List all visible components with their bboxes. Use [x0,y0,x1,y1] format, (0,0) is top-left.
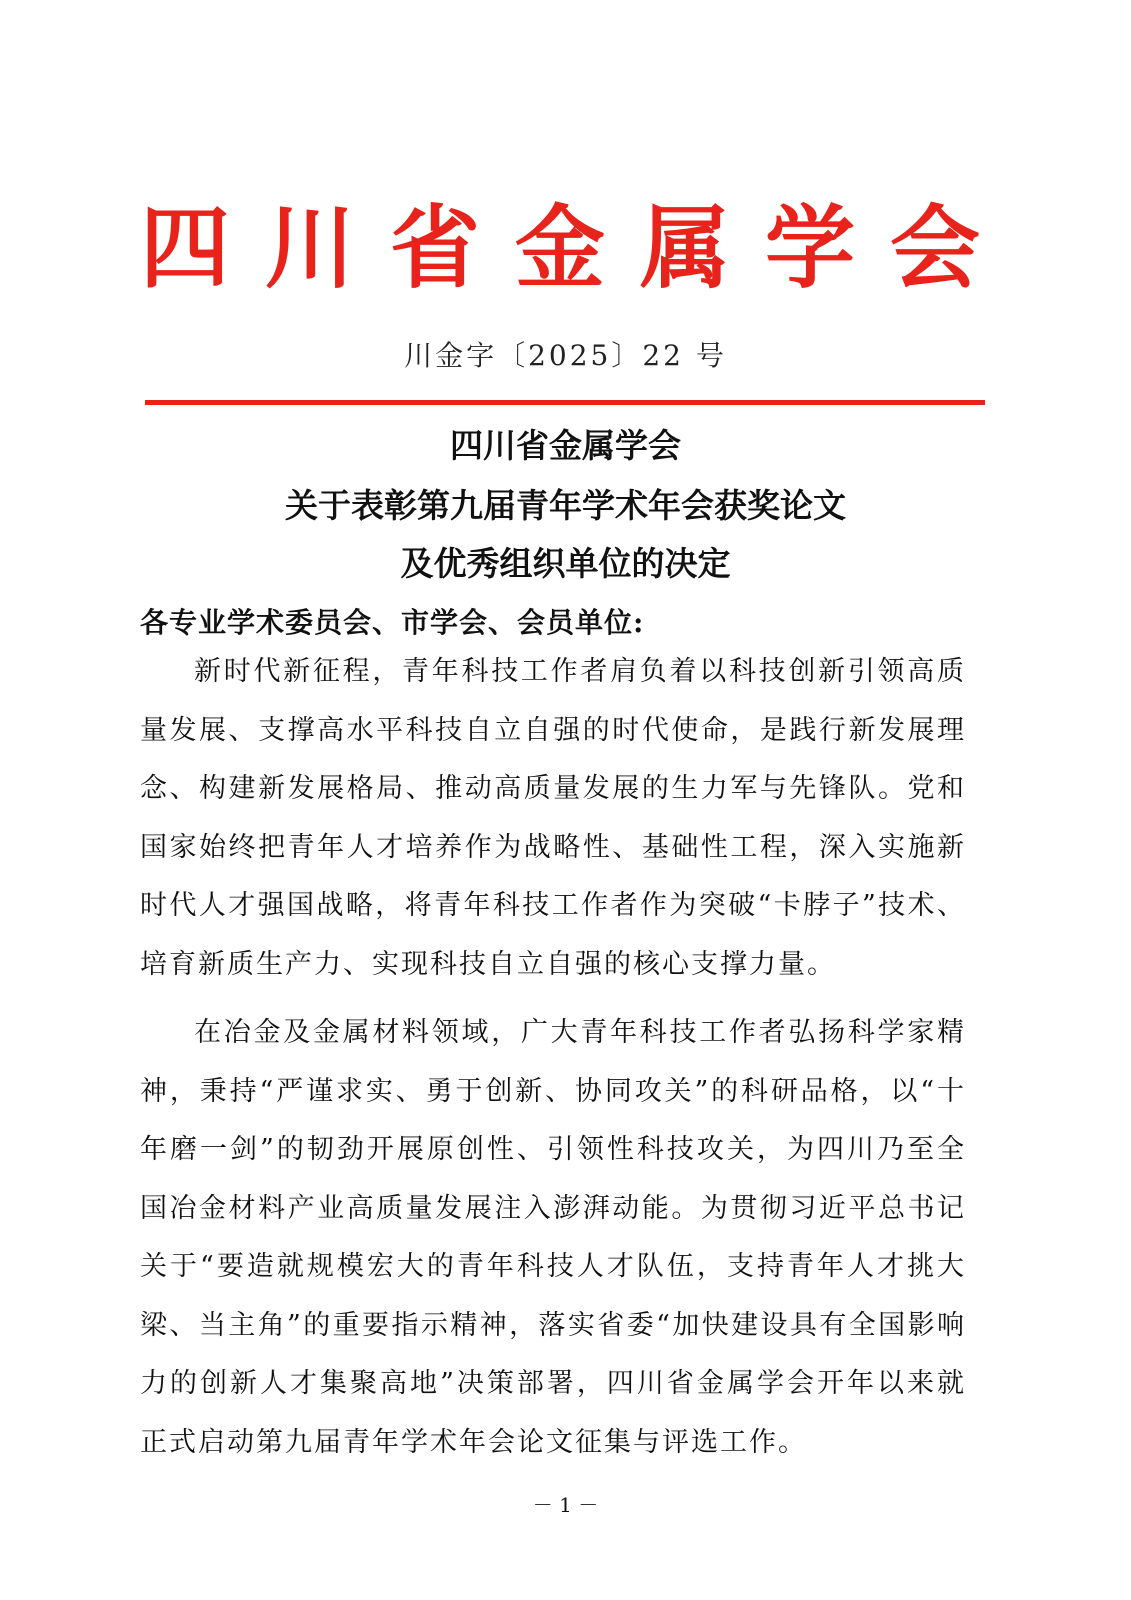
masthead-char: 属 [640,195,730,301]
red-separator-line [145,400,985,405]
masthead-char: 四 [140,195,230,301]
title-line-3: 及优秀组织单位的决定 [400,544,731,583]
document-number: 川金字〔2025〕22 号 [404,339,727,372]
salutation: 各专业学术委员会、市学会、会员单位: [140,606,645,639]
title-line-2: 关于表彰第九届青年学术年会获奖论文 [285,486,846,525]
masthead-char: 省 [390,195,480,301]
masthead-char: 会 [890,195,980,301]
masthead-char: 川 [265,195,355,301]
masthead-char: 金 [515,195,605,301]
masthead-char: 学 [765,195,855,301]
masthead [140,195,980,301]
body-paragraph-2: 在冶金及金属材料领域，广大青年科技工作者弘扬科学家精神，秉持“严谨求实、勇于创新、协同攻关”的科研品格，以“十年磨一剑”的韧劲开展原创性、引领性科技攻关，为四川乃至全国冶金材料产业高质量发展注入澎湃动能。为贯彻习近平总书记关于“要造就规模宏大的青年科技人才队伍，支持青年人才挑大梁、当主角”的重要指示精神，落实省委“加快建设具有全国影响力的创新人才集聚高地”决策部署，四川省金属学会开年以来就正式启动第九届青年学术年会论文征集与评选工作。 [140,1017,966,1458]
page-number: － 1 － [532,1493,599,1517]
body-paragraph-1: 新时代新征程，青年科技工作者肩负着以科技创新引领高质量发展、支撑高水平科技自立自强的时代使命，是践行新发展理念、构建新发展格局、推动高质量发展的生力军与先锋队。党和国家始终把青年人才培养作为战略性、基础性工程，深入实施新时代人才强国战略，将青年科技工作者作为突破“卡脖子”技术、培育新质生产力、实现科技自立自强的核心支撑力量。 [140,656,966,980]
title-line-1: 四川省金属学会 [450,426,681,465]
